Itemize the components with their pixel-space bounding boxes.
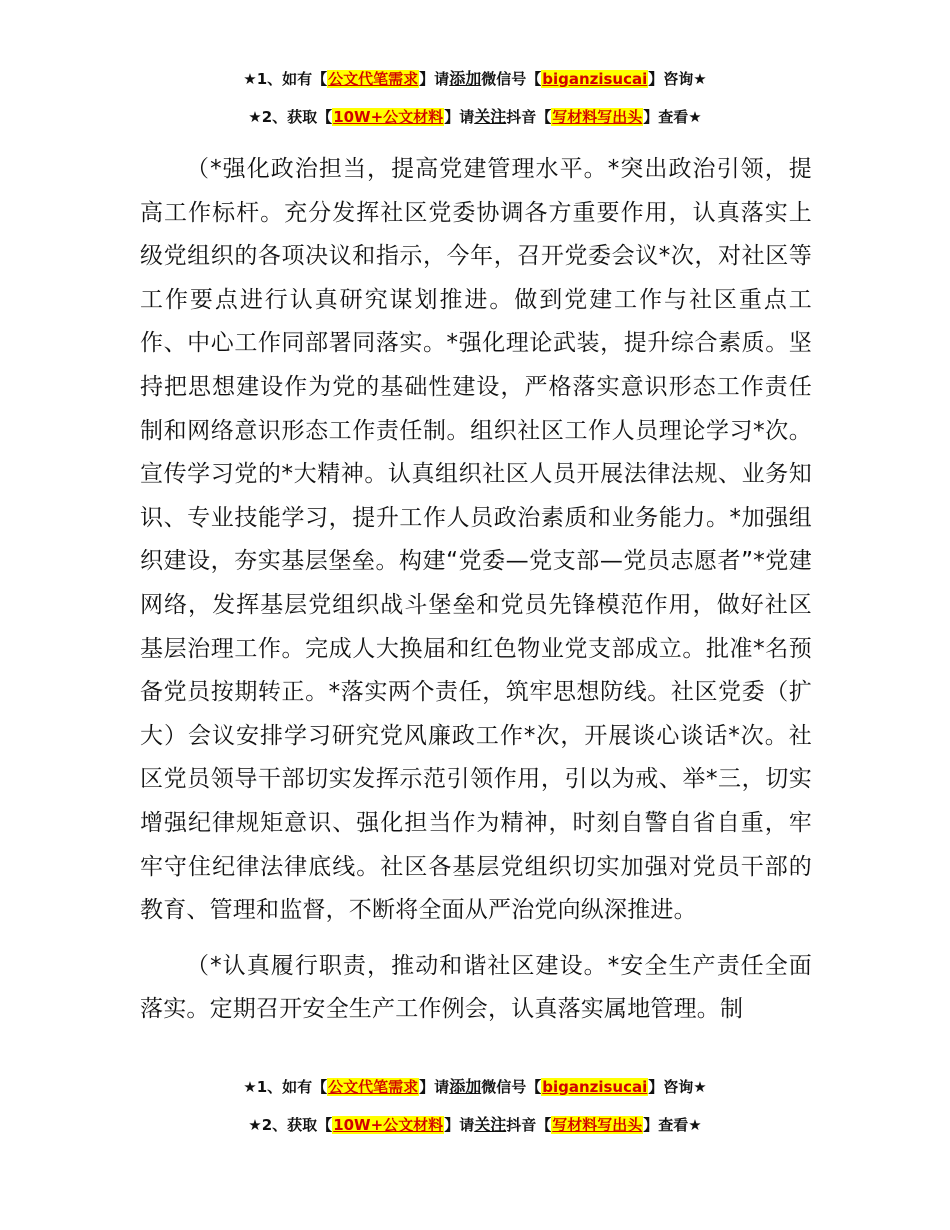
promo-text: 微信号【	[481, 70, 542, 88]
promo-text: 】咨询★	[648, 1078, 707, 1096]
footer-promo-line-2	[0, 1114, 950, 1136]
promo-text: 】请	[419, 1078, 450, 1096]
promo-highlight-douyin-account: 写材料写出头	[552, 1116, 643, 1134]
promo-highlight-materials: 10W+公文材料	[333, 108, 444, 126]
promo-text: 】请	[444, 108, 475, 126]
promo-highlight-service: 公文代笔需求	[328, 70, 419, 88]
footer-promo-line-1	[0, 1076, 950, 1098]
body-paragraph-1: （*强化政治担当，提高党建管理水平。*突出政治引领，提高工作标杆。充分发挥社区党委协调各方重要作用，认真落实上级党组织的各项决议和指示，今年，召开党委会议*次，对社区等工作要点进行认真研究谋划推进。做到党建工作与社区重点工作、中心工作同部署同落实。*强化理论武装，提升综合素质。坚持把思想建设作为党的基础性建设，严格落实意识形态工作责任制和网络意识形态工作责任制。组织社区工作人员理论学习*次。宣传学习党的*大精神。认真组织社区人员开展法律法规、业务知识、专业技能学习，提升工作人员政治素质和业务能力。*加强组织建设，夯实基层堡垒。构建“党委—党支部—党员志愿者”*党建网络，发挥基层党组织战斗堡垒和党员先锋模范作用，做好社区基层治理工作。完成人大换届和红色物业党支部成立。批准*名预备党员按期转正。*落实两个责任，筑牢思想防线。社区党委（扩大）会议安排学习研究党风廉政工作*次，开展谈心谈话*次。社区党员领导干部切实发挥示范引领作用，引以为戒、举*三，切实增强纪律规矩意识、强化担当作为精神，时刻自警自省自重，牢牢守住纪律法律底线。社区各基层党组织切实加强对党员干部的教育、管理和监督，不断将全面从严治党向纵深推进。	[140, 156, 812, 924]
promo-text: 】咨询★	[648, 70, 707, 88]
promo-highlight-service: 公文代笔需求	[328, 1078, 419, 1096]
promo-highlight-materials: 10W+公文材料	[333, 1116, 444, 1134]
document-body	[140, 148, 812, 1032]
header-promo-line-2	[0, 106, 950, 128]
promo-text: ★2、获取【	[248, 108, 333, 126]
promo-text: 抖音【	[506, 108, 552, 126]
body-paragraph-2: （*认真履行职责，推动和谐社区建设。*安全生产责任全面落实。定期召开安全生产工作例会，认真落实属地管理。制	[140, 952, 812, 1023]
promo-highlight-wechat-id: biganzisucai	[542, 70, 648, 88]
promo-text: ★1、如有【	[243, 70, 328, 88]
promo-emphasis: 关注	[474, 107, 507, 126]
promo-text: 微信号【	[481, 1078, 542, 1096]
promo-emphasis: 添加	[449, 1077, 482, 1096]
promo-emphasis: 添加	[449, 69, 482, 88]
promo-highlight-wechat-id: biganzisucai	[542, 1078, 648, 1096]
promo-highlight-douyin-account: 写材料写出头	[552, 108, 643, 126]
promo-text: 】查看★	[643, 108, 702, 126]
promo-text: 抖音【	[506, 1116, 552, 1134]
promo-text: 】请	[444, 1116, 475, 1134]
header-promo-line-1	[0, 68, 950, 90]
promo-text: 】查看★	[643, 1116, 702, 1134]
promo-emphasis: 关注	[474, 1115, 507, 1134]
promo-text: 】请	[419, 70, 450, 88]
promo-text: ★2、获取【	[248, 1116, 333, 1134]
promo-text: ★1、如有【	[243, 1078, 328, 1096]
